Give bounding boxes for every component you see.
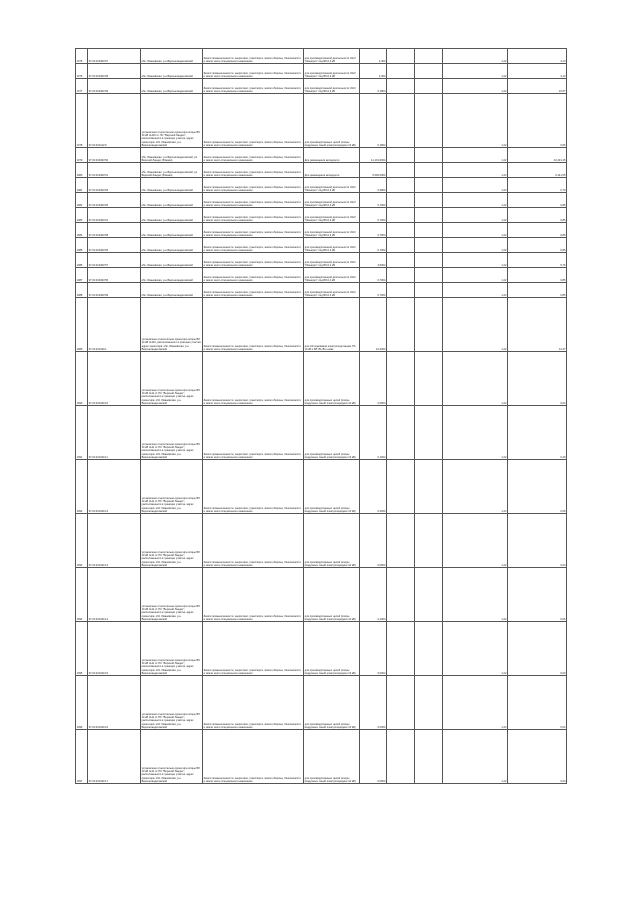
cell-share [415, 79, 443, 94]
cell-permitted-use: для производственных целей (опоры воздушных линий электропередачи 10 кВ) [304, 352, 360, 406]
cell-coefficient: 1,22 [443, 238, 508, 253]
cell-area: 0,1804 [360, 94, 387, 148]
cell-total: 0,70 [508, 178, 567, 193]
table-row [76, 460, 567, 514]
table-row [76, 94, 567, 148]
cell-permitted-use: для производственных целей (опоры воздушных линий электропередачи 10 кВ) [304, 406, 360, 460]
cell-number: 1093 [76, 514, 88, 568]
cell-coefficient: 1,22 [443, 193, 508, 208]
cell-coefficient: 1,22 [443, 730, 508, 784]
cell-total: 0,06 [508, 568, 567, 622]
cell-location: обл. Ивановская, р-н Верхнеландеховский, рп. Верхний Ландех (Южная) [141, 148, 203, 163]
cell-permitted-use: для производственных целей (опоры воздушных линий электропередачи 10 кВ) [304, 730, 360, 784]
cell-area: 0,2804 [360, 178, 387, 193]
cell-location: обл. Ивановская, р-н Верхнеландеховский [141, 238, 203, 253]
cell-area: 0,7004 [360, 223, 387, 238]
cell-share [415, 49, 443, 64]
cell-land-category: Земли промышленности, энергетики, транспорта, земли обороны, безопасности и земли иного специального назначения [203, 268, 304, 283]
cell-total: 5,76 [508, 253, 567, 268]
cell-land-category: Земли промышленности, энергетики, транспорта, земли обороны, безопасности и земли иного специального назначения [203, 208, 304, 223]
cell-cadastral-number: 37:01:010444:10 [88, 352, 141, 406]
cell-cadastral-number: 37:01:010403:66 [88, 193, 141, 208]
cell-land-category: Земли промышленности, энергетики, транспорта, земли обороны, безопасности и земли иного специального назначения [203, 622, 304, 676]
cell-number: 1079 [76, 148, 88, 163]
table-row [76, 514, 567, 568]
cell-permitted-use: Для размещения автодороги [304, 163, 360, 178]
cell-cadastral-number: 37:01:010444:17 [88, 730, 141, 784]
cell-land-category: Земли промышленности, энергетики, транспорта, земли обороны, безопасности и земли иного специального назначения [203, 253, 304, 268]
cell-permitted-use: для производственных целей (опоры воздушных линий электропередачи 10 кВ) [304, 568, 360, 622]
cell-number: 1087 [76, 268, 88, 283]
cell-permitted-use: для производственной деятельности ОАО "Ивэнерго" под ВЛ-0,4 кВ [304, 178, 360, 193]
cell-total: 0,85 [508, 283, 567, 298]
cell-number: 1085 [76, 238, 88, 253]
cell-cadastral-number: 37:01:010412:9 [88, 94, 141, 148]
cell-share [415, 298, 443, 352]
cell-number: 1094 [76, 568, 88, 622]
table-row [76, 622, 567, 676]
cell-share [415, 568, 443, 622]
cell-cadastral-number: 37:01:010403:68 [88, 64, 141, 79]
cell-total: 0,04 [508, 676, 567, 730]
cell-price [387, 163, 415, 178]
cell-land-category: Земли промышленности, энергетики, транспорта, земли обороны, безопасности и земли иного специального назначения [203, 514, 304, 568]
cell-price [387, 64, 415, 79]
cell-land-category: Земли промышленности, энергетики, транспорта, земли обороны, безопасности и земли иного специального назначения [203, 676, 304, 730]
table-row [76, 238, 567, 253]
cell-total: 0,85 [508, 268, 567, 283]
cell-total: 0,06 [508, 460, 567, 514]
cell-coefficient: 1,22 [443, 223, 508, 238]
cell-price [387, 253, 415, 268]
cell-number: 1077 [76, 79, 88, 94]
cell-land-category: Земли промышленности, энергетики, транспорта, земли обороны, безопасности и земли иного специального назначения [203, 163, 304, 178]
cell-area: 0,7004 [360, 283, 387, 298]
table-row [76, 79, 567, 94]
cell-total: 0,85 [508, 238, 567, 253]
cell-location: установлено относительно ориентира опоры ВЛ 10 кВ №11 от ПС "Верхний Ландех", расположенного в границах участка. адрес ориентира: обл. Ивановская, р-н Верхнеландеховский [141, 352, 203, 406]
cell-location: установлено относительно ориентира опоры ВЛ 10 кВ №11 от ПС "Верхний Ландех", расположенного в границах участка. адрес ориентира: обл. Ивановская, р-н Верхнеландеховский [141, 568, 203, 622]
cell-cadastral-number: 37:01:010444:13 [88, 514, 141, 568]
cell-number: 1075 [76, 49, 88, 64]
cell-price [387, 193, 415, 208]
table-row [76, 406, 567, 460]
cell-land-category: Земли промышленности, энергетики, транспорта, земли обороны, безопасности и земли иного специального назначения [203, 238, 304, 253]
cell-coefficient: 1,22 [443, 208, 508, 223]
cell-location: установлено относительно ориентира опоры ВЛ 10 кВ №115 от ПС "Верхний Ландех", расположенного в границах участка. адрес ориентира: обл. Ивановская, р-н Верхнеландеховский [141, 94, 203, 148]
cell-area: 0,1804 [360, 79, 387, 94]
cell-total: 10,431,15 [508, 148, 567, 163]
cell-area: 11,101,0004 [360, 148, 387, 163]
cell-share [415, 193, 443, 208]
cell-coefficient: 1,22 [443, 79, 508, 94]
cell-location: обл. Ивановская, р-н Верхнеландеховский [141, 208, 203, 223]
cell-cadastral-number: 37:01:010403:61 [88, 208, 141, 223]
cell-price [387, 730, 415, 784]
cell-number: 1082 [76, 193, 88, 208]
cell-area: 0,7004 [360, 208, 387, 223]
cell-cadastral-number: 37:01:010444:12 [88, 460, 141, 514]
cell-land-category: Земли промышленности, энергетики, транспорта, земли обороны, безопасности и земли иного специального назначения [203, 406, 304, 460]
cell-cadastral-number: 37:01:010403:50 [88, 148, 141, 163]
table-row [76, 64, 567, 79]
cell-land-category: Земли промышленности, энергетики, транспорта, земли обороны, безопасности и земли иного специального назначения [203, 79, 304, 94]
cell-cadastral-number: 37:01:010403:56 [88, 238, 141, 253]
cell-share [415, 208, 443, 223]
cell-area: 2,404 [360, 64, 387, 79]
table-row [76, 223, 567, 238]
cell-coefficient: 1,22 [443, 163, 508, 178]
cell-location: обл. Ивановская, р-н Верхнеландеховский [141, 49, 203, 64]
cell-area: 5,000,0004 [360, 163, 387, 178]
cell-total: 0,85 [508, 193, 567, 208]
cell-coefficient: 1,22 [443, 622, 508, 676]
cell-land-category: Земли промышленности, энергетики, транспорта, земли обороны, безопасности и земли иного специального назначения [203, 148, 304, 163]
cell-area: 10,2004 [360, 298, 387, 352]
table-row [76, 193, 567, 208]
table-row [76, 163, 567, 178]
cell-coefficient: 1,22 [443, 94, 508, 148]
cell-coefficient: 1,22 [443, 568, 508, 622]
cell-land-category: Земли промышленности, энергетики, транспорта, земли обороны, безопасности и земли иного специального назначения [203, 298, 304, 352]
cell-location: обл. Ивановская, р-н Верхнеландеховский [141, 253, 203, 268]
table-row [76, 268, 567, 283]
cell-land-category: Земли промышленности, энергетики, транспорта, земли обороны, безопасности и земли иного специального назначения [203, 352, 304, 406]
cell-area: 0,0504 [360, 730, 387, 784]
cell-permitted-use: для производственной деятельности ОАО "Ивэнерго" под ВЛ-0,4 кВ [304, 79, 360, 94]
cell-cadastral-number: 37:01:010403:59 [88, 283, 141, 298]
cell-land-category: Земли промышленности, энергетики, транспорта, земли обороны, безопасности и земли иного специального назначения [203, 460, 304, 514]
cell-coefficient: 1,22 [443, 253, 508, 268]
cell-area: 0,7004 [360, 193, 387, 208]
cell-total: 0,49 [508, 406, 567, 460]
cell-number: 1081 [76, 178, 88, 193]
cell-number: 1092 [76, 460, 88, 514]
cell-location: установлено относительно ориентира опоры ВЛ 10 кВ №11 от ПС "Верхний Ландех", расположенного в границах участка. адрес ориентира: обл. Ивановская, р-н Верхнеландеховский [141, 622, 203, 676]
cell-area: 0,7004 [360, 268, 387, 283]
cell-location: обл. Ивановская, р-н Верхнеландеховский [141, 223, 203, 238]
cell-permitted-use: для обслуживания электроподстанции ПС 10 кВ и ВЛ 35 кВ и ниже [304, 298, 360, 352]
cell-area: 2,404 [360, 49, 387, 64]
cell-coefficient: 1,22 [443, 283, 508, 298]
cell-total: 4,13 [508, 49, 567, 64]
cell-price [387, 283, 415, 298]
cell-location: установлено относительно ориентира опоры ВЛ 10 кВ №11 от ПС "Верхний Ландех", расположенного в границах участка. адрес ориентира: обл. Ивановская, р-н Верхнеландеховский [141, 460, 203, 514]
table-row [76, 568, 567, 622]
cell-location: установлено относительно ориентира опоры ВЛ 10 кВ №11 от ПС "Верхний Ландех", расположенного в границах участка. адрес ориентира: обл. Ивановская, р-н Верхнеландеховский [141, 514, 203, 568]
cell-share [415, 94, 443, 148]
cell-share [415, 253, 443, 268]
cell-location: обл. Ивановская, р-н Верхнеландеховский [141, 268, 203, 283]
cell-share [415, 676, 443, 730]
cell-price [387, 460, 415, 514]
cell-share [415, 64, 443, 79]
cell-price [387, 406, 415, 460]
cell-location: обл. Ивановская, р-н Верхнеландеховский, рп. Верхний Ландех (Южная) [141, 163, 203, 178]
cell-location: обл. Ивановская, р-н Верхнеландеховский [141, 193, 203, 208]
cell-price [387, 568, 415, 622]
cell-total: 0,66 [508, 94, 567, 148]
cell-number: 1089 [76, 298, 88, 352]
cell-cadastral-number: 37:01:010444:15 [88, 622, 141, 676]
cell-permitted-use: для производственной деятельности ОАО "Ивэнерго" под ВЛ-0,4 кВ [304, 208, 360, 223]
cell-area: 0,4004 [360, 460, 387, 514]
cell-location: установлено относительно ориентира опоры ВЛ 10 кВ №11 от ПС "Верхний Ландех", расположенного в границах участка. адрес ориентира: обл. Ивановская, р-н Верхнеландеховский [141, 676, 203, 730]
cell-location: установлено относительно ориентира опоры ВЛ 10 кВ №110, расположенного в границах участка. адрес ориентира: обл. Ивановская, р-н Верхнеландеховский [141, 298, 203, 352]
cell-area: 0,1004 [360, 568, 387, 622]
cell-permitted-use: для производственной деятельности ОАО "Ивэнерго" под ВЛ-0,4 кВ [304, 238, 360, 253]
cell-number: 1096 [76, 676, 88, 730]
cell-total: 4,13 [508, 64, 567, 79]
cell-price [387, 238, 415, 253]
table-row [76, 730, 567, 784]
cell-coefficient: 1,22 [443, 64, 508, 79]
cell-location: обл. Ивановская, р-н Верхнеландеховский [141, 79, 203, 94]
cell-cadastral-number: 37:01:010403:58 [88, 223, 141, 238]
cell-cadastral-number: 37:01:010403:67 [88, 49, 141, 64]
cell-land-category: Земли промышленности, энергетики, транспорта, земли обороны, безопасности и земли иного специального назначения [203, 94, 304, 148]
table-row [76, 283, 567, 298]
cell-number: 1083 [76, 208, 88, 223]
cell-area: 0,7004 [360, 238, 387, 253]
cell-cadastral-number: 37:01:010403:55 [88, 268, 141, 283]
cell-location: установлено относительно ориентира опоры ВЛ 10 кВ №11 от ПС "Верхний Ландех", расположенного в границах участка. адрес ориентира: обл. Ивановская, р-н Верхнеландеховский [141, 406, 203, 460]
cell-number: 1076 [76, 64, 88, 79]
cell-number: 1084 [76, 223, 88, 238]
cell-number: 1091 [76, 406, 88, 460]
cell-total: 0,04 [508, 730, 567, 784]
cell-cadastral-number: 37:01:010444:16 [88, 676, 141, 730]
cell-coefficient: 1,22 [443, 514, 508, 568]
cell-area: 0,0004 [360, 622, 387, 676]
cell-permitted-use: для производственной деятельности ОАО "Ивэнерго" под ВЛ-0,4 кВ [304, 283, 360, 298]
cell-area: 0,0504 [360, 514, 387, 568]
cell-price [387, 178, 415, 193]
cell-area: 0,0504 [360, 352, 387, 406]
cell-permitted-use: для производственной деятельности ОАО "Ивэнерго" под ВЛ-0,4 кВ [304, 268, 360, 283]
cell-number: 1097 [76, 730, 88, 784]
cell-coefficient: 1,22 [443, 49, 508, 64]
cell-share [415, 514, 443, 568]
cell-share [415, 283, 443, 298]
cell-coefficient: 1,22 [443, 178, 508, 193]
table-row [76, 208, 567, 223]
cell-number: 1086 [76, 253, 88, 268]
cell-price [387, 208, 415, 223]
cell-total: 12,37 [508, 298, 567, 352]
cell-permitted-use: для производственных целей (опоры воздушных линий электропередачи 10 кВ) [304, 460, 360, 514]
cell-cadastral-number: 37:01:010403:69 [88, 79, 141, 94]
cell-location: установлено относительно ориентира опоры ВЛ 10 кВ №11 от ПС "Верхний Ландех", расположенного в границах участка. адрес ориентира: обл. Ивановская, р-н Верхнеландеховский [141, 730, 203, 784]
cell-cadastral-number: 37:01:010403:65 [88, 178, 141, 193]
cell-coefficient: 1,22 [443, 460, 508, 514]
cell-cadastral-number: 37:01:010444:11 [88, 406, 141, 460]
cell-land-category: Земли промышленности, энергетики, транспорта, земли обороны, безопасности и земли иного специального назначения [203, 568, 304, 622]
cell-coefficient: 1,22 [443, 148, 508, 163]
cell-total: 6,141,55 [508, 163, 567, 178]
cell-price [387, 676, 415, 730]
cell-price [387, 622, 415, 676]
cell-share [415, 730, 443, 784]
cell-permitted-use: для производственной деятельности ОАО "Ивэнерго" под ВЛ-0,4 кВ [304, 49, 360, 64]
cell-land-category: Земли промышленности, энергетики, транспорта, земли обороны, безопасности и земли иного специального назначения [203, 730, 304, 784]
table-row [76, 253, 567, 268]
cell-coefficient: 1,22 [443, 298, 508, 352]
cell-land-category: Земли промышленности, энергетики, транспорта, земли обороны, безопасности и земли иного специального назначения [203, 49, 304, 64]
cell-area: 0,0004 [360, 676, 387, 730]
cell-land-category: Земли промышленности, энергетики, транспорта, земли обороны, безопасности и земли иного специального назначения [203, 64, 304, 79]
cell-share [415, 460, 443, 514]
cell-land-category: Земли промышленности, энергетики, транспорта, земли обороны, безопасности и земли иного специального назначения [203, 223, 304, 238]
cell-share [415, 148, 443, 163]
table-row [76, 352, 567, 406]
cell-permitted-use: для производственных целей (опоры воздушных линий электропередачи 10 кВ) [304, 622, 360, 676]
cell-share [415, 352, 443, 406]
cell-permitted-use: для производственных целей (опоры воздушных линий электропередачи 10 кВ) [304, 94, 360, 148]
cell-price [387, 298, 415, 352]
cell-location: обл. Ивановская, р-н Верхнеландеховский [141, 64, 203, 79]
cell-area: 4,5004 [360, 253, 387, 268]
cell-number: 1088 [76, 283, 88, 298]
cell-price [387, 352, 415, 406]
cell-total: 0,85 [508, 208, 567, 223]
cell-cadastral-number: 37:01:010444:14 [88, 568, 141, 622]
cell-land-category: Земли промышленности, энергетики, транспорта, земли обороны, безопасности и земли иного специального назначения [203, 283, 304, 298]
cell-number: 1090 [76, 352, 88, 406]
cell-total: 0,85 [508, 223, 567, 238]
cell-price [387, 223, 415, 238]
cell-land-category: Земли промышленности, энергетики, транспорта, земли обороны, безопасности и земли иного специального назначения [203, 193, 304, 208]
cell-share [415, 622, 443, 676]
cell-permitted-use: для производственной деятельности ОАО "Ивэнерго" под ВЛ-0,4 кВ [304, 223, 360, 238]
cell-share [415, 163, 443, 178]
cell-permitted-use: Для размещения автодороги [304, 148, 360, 163]
cell-price [387, 49, 415, 64]
cell-price [387, 79, 415, 94]
cell-share [415, 406, 443, 460]
cell-share [415, 223, 443, 238]
table-row [76, 676, 567, 730]
cell-total: 0,00 [508, 622, 567, 676]
cell-land-category: Земли промышленности, энергетики, транспорта, земли обороны, безопасности и земли иного специального назначения [203, 178, 304, 193]
cell-cadastral-number: 37:01:010444:1 [88, 298, 141, 352]
cell-price [387, 268, 415, 283]
cell-number: 1080 [76, 163, 88, 178]
cell-share [415, 178, 443, 193]
table-row [76, 178, 567, 193]
cell-permitted-use: для производственной деятельности ОАО "Ивэнерго" под ВЛ-0,4 кВ [304, 253, 360, 268]
cell-coefficient: 1,22 [443, 406, 508, 460]
cell-share [415, 268, 443, 283]
cell-coefficient: 1,22 [443, 268, 508, 283]
cell-cadastral-number: 37:01:010403:57 [88, 253, 141, 268]
cell-price [387, 94, 415, 148]
table-row [76, 49, 567, 64]
cell-price [387, 148, 415, 163]
land-register-table [75, 48, 567, 784]
cell-share [415, 238, 443, 253]
cell-area: 0,1004 [360, 406, 387, 460]
cell-cadastral-number: 37:01:010403:51 [88, 163, 141, 178]
cell-location: обл. Ивановская, р-н Верхнеландеховский [141, 283, 203, 298]
table-row [76, 298, 567, 352]
cell-total: 0,04 [508, 352, 567, 406]
cell-permitted-use: для производственных целей (опоры воздушных линий электропередачи 10 кВ) [304, 514, 360, 568]
cell-number: 1095 [76, 622, 88, 676]
cell-total: 10,57 [508, 79, 567, 94]
cell-permitted-use: для производственной деятельности ОАО "Ивэнерго" под ВЛ-0,4 кВ [304, 64, 360, 79]
cell-coefficient: 1,22 [443, 352, 508, 406]
table-row [76, 148, 567, 163]
cell-permitted-use: для производственной деятельности ОАО "Ивэнерго" под ВЛ-0,4 кВ [304, 193, 360, 208]
cell-coefficient: 1,22 [443, 676, 508, 730]
cell-permitted-use: для производственных целей (опоры воздушных линий электропередачи 10 кВ) [304, 676, 360, 730]
cell-location: обл. Ивановская, р-н Верхнеландеховский [141, 178, 203, 193]
cell-price [387, 514, 415, 568]
cell-number: 1078 [76, 94, 88, 148]
cell-total: 0,04 [508, 514, 567, 568]
